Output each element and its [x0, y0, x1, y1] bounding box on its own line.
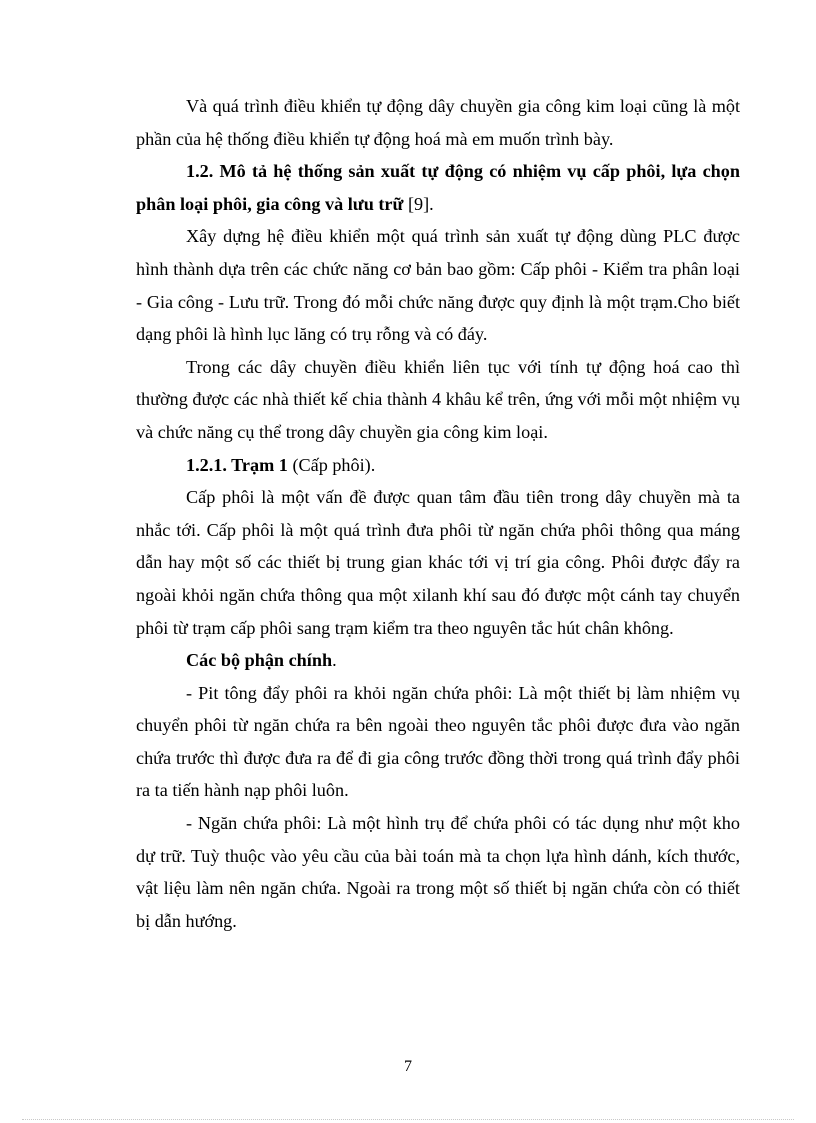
paragraph-four-stages-text: Trong các dây chuyền điều khiển liên tục với tính tự động hoá cao thì thường được các nhà thiết kế chia thành 4 khâu kể trên, ứng với mỗi một nhiệm vụ và chức năng cụ thể trong dây chuyền gia công kim loại.	[136, 356, 740, 442]
paragraph-piston	[136, 677, 740, 807]
section-heading-1-2	[136, 155, 740, 220]
paragraph-four-stages	[136, 351, 740, 449]
paragraph-intro	[136, 90, 740, 155]
paragraph-plc-system-text: Xây dựng hệ điều khiển một quá trình sản xuất tự động dùng PLC được hình thành dựa trên các chức năng cơ bản bao gồm: Cấp phôi - Kiểm tra phân loại - Gia công - Lưu trữ. Trong đó mỗi chức năng được quy định là một trạm.Cho biết dạng phôi là hình lục lăng có trụ rỗng và có đáy.	[136, 226, 740, 345]
subheading-main-parts	[136, 644, 740, 677]
page-bottom-divider	[22, 1119, 794, 1120]
section-heading-1-2-title: 1.2. Mô tả hệ thống sản xuất tự động có nhiệm vụ cấp phôi, lựa chọn phân loại phôi, gia công và lưu trữ	[136, 161, 740, 214]
section-heading-1-2-1-title: 1.2.1. Trạm 1	[186, 454, 288, 475]
page-number: 7	[404, 1058, 412, 1075]
subheading-main-parts-title: Các bộ phận chính	[186, 650, 333, 671]
section-heading-1-2-citation: [9].	[403, 193, 434, 214]
paragraph-storage-chamber	[136, 807, 740, 937]
section-heading-1-2-1	[136, 449, 740, 482]
paragraph-intro-text: Và quá trình điều khiển tự động dây chuyền gia công kim loại cũng là một phần của hệ thống điều khiển tự động hoá mà em muốn trình bày.	[136, 96, 740, 149]
paragraph-feeding-text: Cấp phôi là một vấn đề được quan tâm đầu tiên trong dây chuyền mà ta nhắc tới. Cấp phôi là một quá trình đưa phôi từ ngăn chứa phôi thông qua máng dẫn hay một số các thiết bị trung gian khác tới vị trí gia công. Phôi được đẩy ra ngoài khỏi ngăn chứa thông qua một xilanh khí sau đó được một cánh tay chuyển phôi từ trạm cấp phôi sang trạm kiểm tra theo nguyên tắc hút chân không.	[136, 487, 740, 638]
subheading-main-parts-period: .	[332, 650, 337, 671]
paragraph-storage-chamber-text: - Ngăn chứa phôi: Là một hình trụ để chứa phôi có tác dụng như một kho dự trữ. Tuỳ thuộc vào yêu cầu của bài toán mà ta chọn lựa hình dánh, kích thước, vật liệu làm nên ngăn chứa. Ngoài ra trong một số thiết bị ngăn chứa còn có thiết bị dẫn hướng.	[136, 813, 740, 931]
paragraph-feeding	[136, 481, 740, 644]
section-heading-1-2-1-subtitle: (Cấp phôi).	[287, 454, 376, 475]
page-body	[136, 90, 740, 937]
paragraph-plc-system	[136, 220, 740, 350]
paragraph-piston-text: - Pit tông đẩy phôi ra khỏi ngăn chứa phôi: Là một thiết bị làm nhiệm vụ chuyển phôi từ ngăn chứa ra bên ngoài theo nguyên tắc phôi được đưa vào ngăn chứa trước thì được đưa ra để đi gia công trước đồng thời trong quá trình đẩy phôi ra ta tiến hành nạp phôi luôn.	[136, 682, 740, 801]
